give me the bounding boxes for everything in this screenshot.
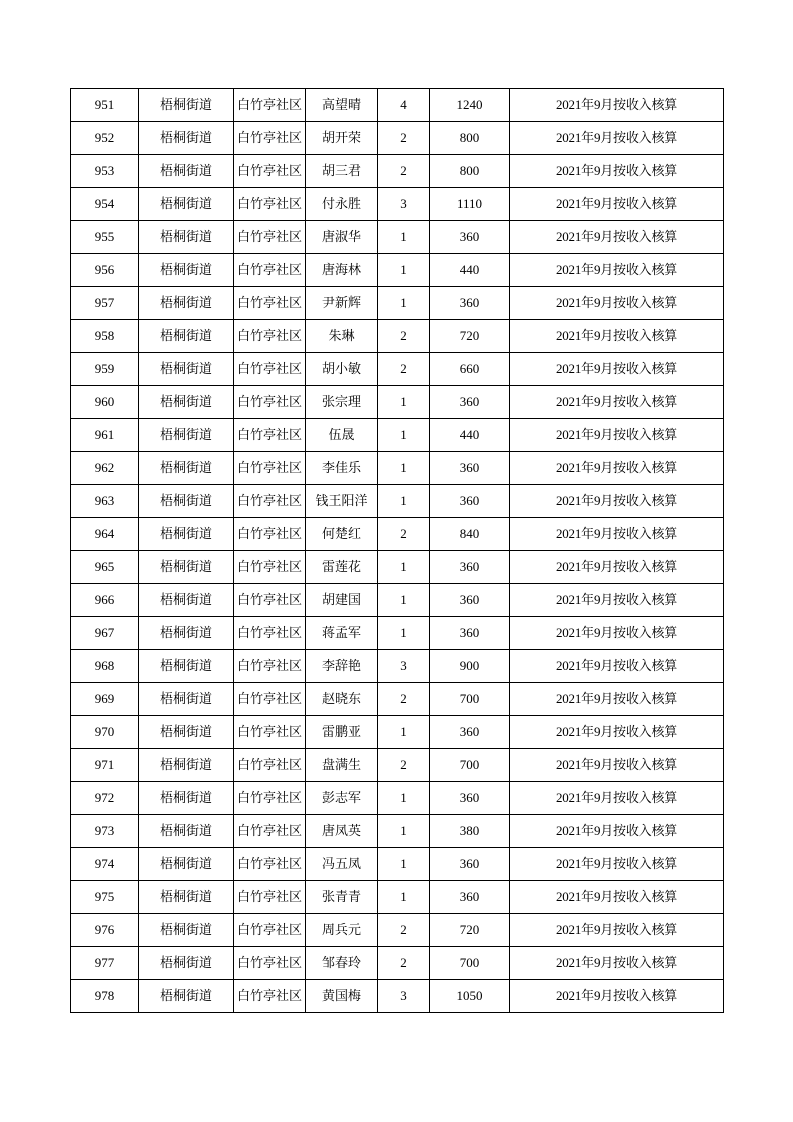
community-text: 白竹亭社区 bbox=[236, 624, 302, 640]
community-text: 白竹亭社区 bbox=[236, 195, 302, 211]
community-text: 白竹亭社区 bbox=[236, 129, 302, 145]
cell-name: 周兵元 bbox=[306, 914, 378, 947]
cell-street: 梧桐街道 bbox=[139, 980, 234, 1013]
cell-community bbox=[234, 815, 306, 848]
cell-index: 961 bbox=[71, 419, 139, 452]
cell-count: 2 bbox=[378, 749, 430, 782]
community-text: 白竹亭社区 bbox=[236, 690, 302, 706]
cell-street: 梧桐街道 bbox=[139, 155, 234, 188]
cell-amount: 800 bbox=[430, 155, 510, 188]
cell-note: 2021年9月按收入核算 bbox=[510, 980, 724, 1013]
cell-count: 1 bbox=[378, 584, 430, 617]
table-row bbox=[71, 320, 724, 353]
table-row bbox=[71, 188, 724, 221]
cell-amount: 440 bbox=[430, 254, 510, 287]
cell-index: 968 bbox=[71, 650, 139, 683]
cell-street: 梧桐街道 bbox=[139, 782, 234, 815]
cell-index: 954 bbox=[71, 188, 139, 221]
cell-amount: 1050 bbox=[430, 980, 510, 1013]
cell-street: 梧桐街道 bbox=[139, 584, 234, 617]
cell-count: 2 bbox=[378, 683, 430, 716]
community-text: 白竹亭社区 bbox=[236, 162, 302, 178]
cell-street: 梧桐街道 bbox=[139, 551, 234, 584]
cell-street: 梧桐街道 bbox=[139, 254, 234, 287]
cell-index: 963 bbox=[71, 485, 139, 518]
cell-index: 969 bbox=[71, 683, 139, 716]
table-row bbox=[71, 815, 724, 848]
cell-community bbox=[234, 188, 306, 221]
cell-name: 钱王阳洋 bbox=[306, 485, 378, 518]
table-row bbox=[71, 749, 724, 782]
community-text: 白竹亭社区 bbox=[236, 855, 302, 871]
cell-amount: 900 bbox=[430, 650, 510, 683]
cell-index: 976 bbox=[71, 914, 139, 947]
cell-street: 梧桐街道 bbox=[139, 485, 234, 518]
cell-index: 956 bbox=[71, 254, 139, 287]
cell-street: 梧桐街道 bbox=[139, 386, 234, 419]
cell-index: 952 bbox=[71, 122, 139, 155]
cell-amount: 360 bbox=[430, 848, 510, 881]
table-row bbox=[71, 287, 724, 320]
table-row bbox=[71, 452, 724, 485]
cell-count: 2 bbox=[378, 947, 430, 980]
table-row bbox=[71, 782, 724, 815]
cell-community bbox=[234, 617, 306, 650]
cell-index: 960 bbox=[71, 386, 139, 419]
cell-street: 梧桐街道 bbox=[139, 287, 234, 320]
cell-count: 1 bbox=[378, 617, 430, 650]
table-row bbox=[71, 89, 724, 122]
cell-community bbox=[234, 353, 306, 386]
cell-community bbox=[234, 320, 306, 353]
community-text: 白竹亭社区 bbox=[236, 360, 302, 376]
cell-index: 957 bbox=[71, 287, 139, 320]
cell-amount: 840 bbox=[430, 518, 510, 551]
cell-community bbox=[234, 419, 306, 452]
cell-amount: 360 bbox=[430, 452, 510, 485]
cell-name: 胡建国 bbox=[306, 584, 378, 617]
table-row bbox=[71, 155, 724, 188]
table-row bbox=[71, 254, 724, 287]
cell-name: 张宗理 bbox=[306, 386, 378, 419]
cell-index: 965 bbox=[71, 551, 139, 584]
cell-name: 胡小敏 bbox=[306, 353, 378, 386]
table-row bbox=[71, 551, 724, 584]
cell-name: 胡三君 bbox=[306, 155, 378, 188]
cell-community bbox=[234, 782, 306, 815]
cell-name: 唐海林 bbox=[306, 254, 378, 287]
table-row bbox=[71, 914, 724, 947]
cell-note: 2021年9月按收入核算 bbox=[510, 122, 724, 155]
cell-count: 3 bbox=[378, 188, 430, 221]
cell-note: 2021年9月按收入核算 bbox=[510, 749, 724, 782]
table-row bbox=[71, 584, 724, 617]
cell-community bbox=[234, 551, 306, 584]
community-text: 白竹亭社区 bbox=[236, 888, 302, 904]
cell-index: 966 bbox=[71, 584, 139, 617]
cell-count: 2 bbox=[378, 518, 430, 551]
community-text: 白竹亭社区 bbox=[236, 492, 302, 508]
cell-name: 邹春玲 bbox=[306, 947, 378, 980]
cell-amount: 380 bbox=[430, 815, 510, 848]
table-row bbox=[71, 419, 724, 452]
cell-name: 伍晟 bbox=[306, 419, 378, 452]
cell-street: 梧桐街道 bbox=[139, 221, 234, 254]
cell-count: 1 bbox=[378, 287, 430, 320]
cell-index: 967 bbox=[71, 617, 139, 650]
cell-street: 梧桐街道 bbox=[139, 353, 234, 386]
community-text: 白竹亭社区 bbox=[236, 96, 302, 112]
cell-count: 1 bbox=[378, 485, 430, 518]
cell-community bbox=[234, 254, 306, 287]
cell-community bbox=[234, 848, 306, 881]
cell-note: 2021年9月按收入核算 bbox=[510, 353, 724, 386]
cell-community bbox=[234, 881, 306, 914]
cell-index: 972 bbox=[71, 782, 139, 815]
cell-note: 2021年9月按收入核算 bbox=[510, 584, 724, 617]
cell-index: 974 bbox=[71, 848, 139, 881]
cell-count: 2 bbox=[378, 155, 430, 188]
cell-street: 梧桐街道 bbox=[139, 881, 234, 914]
cell-note: 2021年9月按收入核算 bbox=[510, 485, 724, 518]
cell-name: 胡开荣 bbox=[306, 122, 378, 155]
community-text: 白竹亭社区 bbox=[236, 327, 302, 343]
cell-index: 970 bbox=[71, 716, 139, 749]
cell-community bbox=[234, 980, 306, 1013]
cell-street: 梧桐街道 bbox=[139, 914, 234, 947]
cell-street: 梧桐街道 bbox=[139, 188, 234, 221]
cell-note: 2021年9月按收入核算 bbox=[510, 452, 724, 485]
cell-community bbox=[234, 584, 306, 617]
cell-community bbox=[234, 716, 306, 749]
cell-name: 付永胜 bbox=[306, 188, 378, 221]
cell-count: 4 bbox=[378, 89, 430, 122]
community-text: 白竹亭社区 bbox=[236, 426, 302, 442]
cell-note: 2021年9月按收入核算 bbox=[510, 155, 724, 188]
cell-note: 2021年9月按收入核算 bbox=[510, 320, 724, 353]
cell-name: 赵晓东 bbox=[306, 683, 378, 716]
cell-amount: 720 bbox=[430, 320, 510, 353]
cell-name: 冯五凤 bbox=[306, 848, 378, 881]
cell-count: 1 bbox=[378, 221, 430, 254]
cell-count: 2 bbox=[378, 353, 430, 386]
cell-street: 梧桐街道 bbox=[139, 452, 234, 485]
cell-index: 964 bbox=[71, 518, 139, 551]
cell-name: 蒋孟军 bbox=[306, 617, 378, 650]
cell-name: 何楚红 bbox=[306, 518, 378, 551]
cell-community bbox=[234, 914, 306, 947]
cell-amount: 700 bbox=[430, 947, 510, 980]
cell-amount: 360 bbox=[430, 221, 510, 254]
community-text: 白竹亭社区 bbox=[236, 294, 302, 310]
community-text: 白竹亭社区 bbox=[236, 558, 302, 574]
community-text: 白竹亭社区 bbox=[236, 228, 302, 244]
cell-index: 953 bbox=[71, 155, 139, 188]
cell-note: 2021年9月按收入核算 bbox=[510, 518, 724, 551]
cell-note: 2021年9月按收入核算 bbox=[510, 419, 724, 452]
cell-amount: 360 bbox=[430, 617, 510, 650]
cell-count: 1 bbox=[378, 716, 430, 749]
cell-note: 2021年9月按收入核算 bbox=[510, 551, 724, 584]
cell-note: 2021年9月按收入核算 bbox=[510, 848, 724, 881]
cell-street: 梧桐街道 bbox=[139, 419, 234, 452]
table-row bbox=[71, 881, 724, 914]
community-text: 白竹亭社区 bbox=[236, 789, 302, 805]
community-text: 白竹亭社区 bbox=[236, 954, 302, 970]
community-text: 白竹亭社区 bbox=[236, 591, 302, 607]
cell-note: 2021年9月按收入核算 bbox=[510, 617, 724, 650]
table-row bbox=[71, 683, 724, 716]
cell-community bbox=[234, 122, 306, 155]
subsidy-table bbox=[70, 88, 724, 1013]
cell-street: 梧桐街道 bbox=[139, 848, 234, 881]
cell-note: 2021年9月按收入核算 bbox=[510, 782, 724, 815]
cell-count: 2 bbox=[378, 320, 430, 353]
cell-note: 2021年9月按收入核算 bbox=[510, 650, 724, 683]
cell-street: 梧桐街道 bbox=[139, 89, 234, 122]
cell-index: 975 bbox=[71, 881, 139, 914]
cell-count: 1 bbox=[378, 452, 430, 485]
cell-note: 2021年9月按收入核算 bbox=[510, 254, 724, 287]
cell-amount: 360 bbox=[430, 551, 510, 584]
cell-count: 1 bbox=[378, 254, 430, 287]
community-text: 白竹亭社区 bbox=[236, 987, 302, 1003]
cell-name: 雷莲花 bbox=[306, 551, 378, 584]
cell-street: 梧桐街道 bbox=[139, 716, 234, 749]
table-row bbox=[71, 353, 724, 386]
cell-community bbox=[234, 749, 306, 782]
cell-note: 2021年9月按收入核算 bbox=[510, 221, 724, 254]
cell-count: 1 bbox=[378, 419, 430, 452]
cell-count: 1 bbox=[378, 386, 430, 419]
cell-note: 2021年9月按收入核算 bbox=[510, 287, 724, 320]
cell-index: 977 bbox=[71, 947, 139, 980]
cell-name: 唐凤英 bbox=[306, 815, 378, 848]
cell-street: 梧桐街道 bbox=[139, 122, 234, 155]
cell-note: 2021年9月按收入核算 bbox=[510, 89, 724, 122]
cell-count: 1 bbox=[378, 881, 430, 914]
cell-amount: 1110 bbox=[430, 188, 510, 221]
cell-name: 盘满生 bbox=[306, 749, 378, 782]
cell-amount: 360 bbox=[430, 584, 510, 617]
cell-name: 黄国梅 bbox=[306, 980, 378, 1013]
cell-amount: 360 bbox=[430, 716, 510, 749]
cell-amount: 360 bbox=[430, 386, 510, 419]
cell-name: 唐淑华 bbox=[306, 221, 378, 254]
cell-amount: 1240 bbox=[430, 89, 510, 122]
table-row bbox=[71, 848, 724, 881]
cell-amount: 720 bbox=[430, 914, 510, 947]
cell-street: 梧桐街道 bbox=[139, 815, 234, 848]
community-text: 白竹亭社区 bbox=[236, 822, 302, 838]
community-text: 白竹亭社区 bbox=[236, 657, 302, 673]
cell-note: 2021年9月按收入核算 bbox=[510, 188, 724, 221]
cell-note: 2021年9月按收入核算 bbox=[510, 386, 724, 419]
table-row bbox=[71, 518, 724, 551]
cell-index: 978 bbox=[71, 980, 139, 1013]
cell-street: 梧桐街道 bbox=[139, 749, 234, 782]
community-text: 白竹亭社区 bbox=[236, 393, 302, 409]
cell-index: 959 bbox=[71, 353, 139, 386]
community-text: 白竹亭社区 bbox=[236, 525, 302, 541]
cell-count: 3 bbox=[378, 650, 430, 683]
cell-community bbox=[234, 287, 306, 320]
cell-index: 962 bbox=[71, 452, 139, 485]
community-text: 白竹亭社区 bbox=[236, 756, 302, 772]
cell-street: 梧桐街道 bbox=[139, 683, 234, 716]
cell-note: 2021年9月按收入核算 bbox=[510, 815, 724, 848]
cell-community bbox=[234, 221, 306, 254]
cell-amount: 360 bbox=[430, 287, 510, 320]
cell-amount: 800 bbox=[430, 122, 510, 155]
cell-index: 958 bbox=[71, 320, 139, 353]
cell-count: 1 bbox=[378, 782, 430, 815]
cell-name: 雷鹏亚 bbox=[306, 716, 378, 749]
cell-count: 1 bbox=[378, 551, 430, 584]
cell-community bbox=[234, 485, 306, 518]
cell-name: 高望晴 bbox=[306, 89, 378, 122]
cell-community bbox=[234, 155, 306, 188]
cell-community bbox=[234, 650, 306, 683]
cell-amount: 360 bbox=[430, 881, 510, 914]
cell-community bbox=[234, 683, 306, 716]
cell-amount: 660 bbox=[430, 353, 510, 386]
cell-note: 2021年9月按收入核算 bbox=[510, 914, 724, 947]
cell-name: 李辞艳 bbox=[306, 650, 378, 683]
community-text: 白竹亭社区 bbox=[236, 921, 302, 937]
table-row bbox=[71, 650, 724, 683]
table-row bbox=[71, 980, 724, 1013]
cell-community bbox=[234, 518, 306, 551]
cell-community bbox=[234, 452, 306, 485]
cell-note: 2021年9月按收入核算 bbox=[510, 881, 724, 914]
cell-amount: 360 bbox=[430, 782, 510, 815]
table-row bbox=[71, 122, 724, 155]
cell-amount: 700 bbox=[430, 683, 510, 716]
cell-amount: 700 bbox=[430, 749, 510, 782]
cell-count: 2 bbox=[378, 914, 430, 947]
cell-count: 2 bbox=[378, 122, 430, 155]
cell-community bbox=[234, 386, 306, 419]
cell-name: 李佳乐 bbox=[306, 452, 378, 485]
cell-amount: 360 bbox=[430, 485, 510, 518]
cell-street: 梧桐街道 bbox=[139, 617, 234, 650]
table-row bbox=[71, 221, 724, 254]
cell-index: 955 bbox=[71, 221, 139, 254]
cell-index: 973 bbox=[71, 815, 139, 848]
cell-count: 1 bbox=[378, 848, 430, 881]
cell-street: 梧桐街道 bbox=[139, 320, 234, 353]
cell-name: 彭志军 bbox=[306, 782, 378, 815]
table-row bbox=[71, 386, 724, 419]
table-body bbox=[71, 89, 724, 1013]
cell-street: 梧桐街道 bbox=[139, 518, 234, 551]
community-text: 白竹亭社区 bbox=[236, 261, 302, 277]
community-text: 白竹亭社区 bbox=[236, 723, 302, 739]
table-row bbox=[71, 716, 724, 749]
cell-note: 2021年9月按收入核算 bbox=[510, 947, 724, 980]
cell-community bbox=[234, 947, 306, 980]
table-row bbox=[71, 947, 724, 980]
cell-index: 971 bbox=[71, 749, 139, 782]
community-text: 白竹亭社区 bbox=[236, 459, 302, 475]
cell-street: 梧桐街道 bbox=[139, 650, 234, 683]
cell-name: 朱琳 bbox=[306, 320, 378, 353]
table-row bbox=[71, 485, 724, 518]
cell-count: 3 bbox=[378, 980, 430, 1013]
cell-note: 2021年9月按收入核算 bbox=[510, 683, 724, 716]
cell-index: 951 bbox=[71, 89, 139, 122]
cell-name: 张青青 bbox=[306, 881, 378, 914]
cell-note: 2021年9月按收入核算 bbox=[510, 716, 724, 749]
cell-street: 梧桐街道 bbox=[139, 947, 234, 980]
cell-amount: 440 bbox=[430, 419, 510, 452]
cell-community bbox=[234, 89, 306, 122]
cell-count: 1 bbox=[378, 815, 430, 848]
cell-name: 尹新辉 bbox=[306, 287, 378, 320]
table-row bbox=[71, 617, 724, 650]
